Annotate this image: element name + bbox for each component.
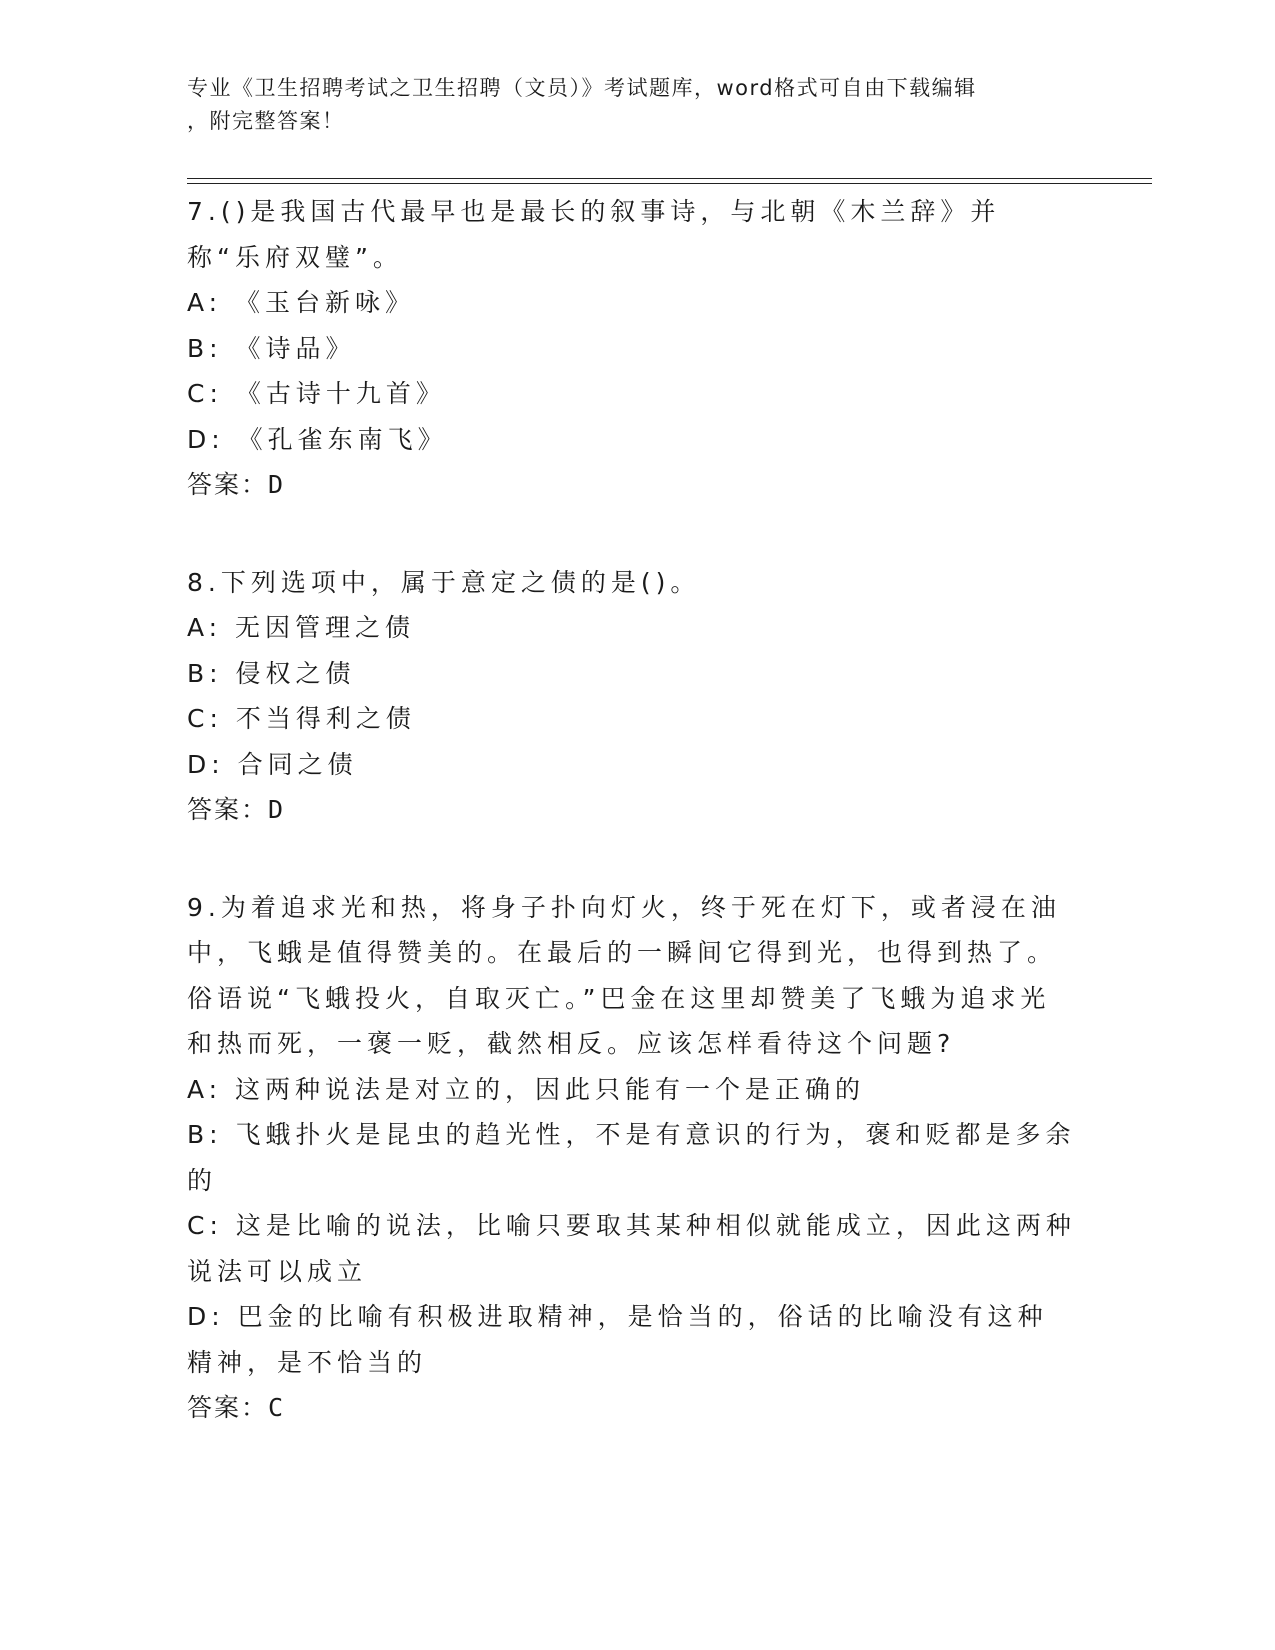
option-c: C: 《古诗十九首》 [187, 379, 446, 408]
header-line-2: ，附完整答案！ [187, 109, 345, 133]
option-a: A: 《玉台新咏》 [187, 288, 416, 317]
header-line-1: 专业《卫生招聘考试之卫生招聘（文员）》考试题库，word格式可自由下载编辑 [187, 76, 977, 100]
document-header [187, 72, 1067, 138]
question-stem: 8.下列选项中，属于意定之债的是()。 [187, 567, 701, 597]
answer-line [187, 1385, 1077, 1431]
option-d: D: 《孔雀东南飞》 [187, 424, 448, 454]
option-a: A: 无因管理之债 [187, 613, 416, 642]
answer-line [187, 462, 1077, 508]
answer-line [187, 787, 1077, 833]
answer-value: C [268, 1393, 286, 1422]
question-9 [187, 885, 1077, 1431]
question-stem: 7.()是我国古代最早也是最长的叙事诗，与北朝《木兰辞》并称“乐府双璧”。 [187, 197, 1001, 272]
option-b: B: 飞蛾扑火是昆虫的趋光性，不是有意识的行为，褒和贬都是多余的 [187, 1120, 1076, 1195]
option-c: C: 这是比喻的说法，比喻只要取其某种相似就能成立，因此这两种说法可以成立 [187, 1211, 1076, 1286]
option-d: D: 巴金的比喻有积极进取精神，是恰当的，俗话的比喻没有这种精神，是不恰当的 [187, 1302, 1048, 1377]
option-b: B: 《诗品》 [187, 333, 356, 363]
option-c: C: 不当得利之债 [187, 704, 416, 733]
question-stem: 9.为着追求光和热，将身子扑向灯火，终于死在灯下，或者浸在油中，飞蛾是值得赞美的。在最后的一瞬间它得到光，也得到热了。俗语说“飞蛾投火，自取灭亡。”巴金在这里却赞美了飞蛾为追求光和热而死，一褒一贬，截然相反。应该怎样看待这个问题? [187, 892, 1061, 1058]
answer-label: 答案： [187, 795, 269, 824]
option-d: D: 合同之债 [187, 749, 358, 779]
header-divider-bottom [187, 183, 1152, 184]
answer-label: 答案： [187, 1393, 269, 1422]
question-8 [187, 560, 1077, 833]
answer-value: D [268, 470, 286, 499]
question-7 [187, 189, 1077, 508]
header-divider-top [187, 178, 1152, 179]
answer-value: D [268, 795, 286, 824]
option-a: A: 这两种说法是对立的，因此只能有一个是正确的 [187, 1074, 866, 1104]
answer-label: 答案： [187, 470, 269, 499]
question-list [187, 189, 1077, 1483]
option-b: B: 侵权之债 [187, 658, 356, 688]
